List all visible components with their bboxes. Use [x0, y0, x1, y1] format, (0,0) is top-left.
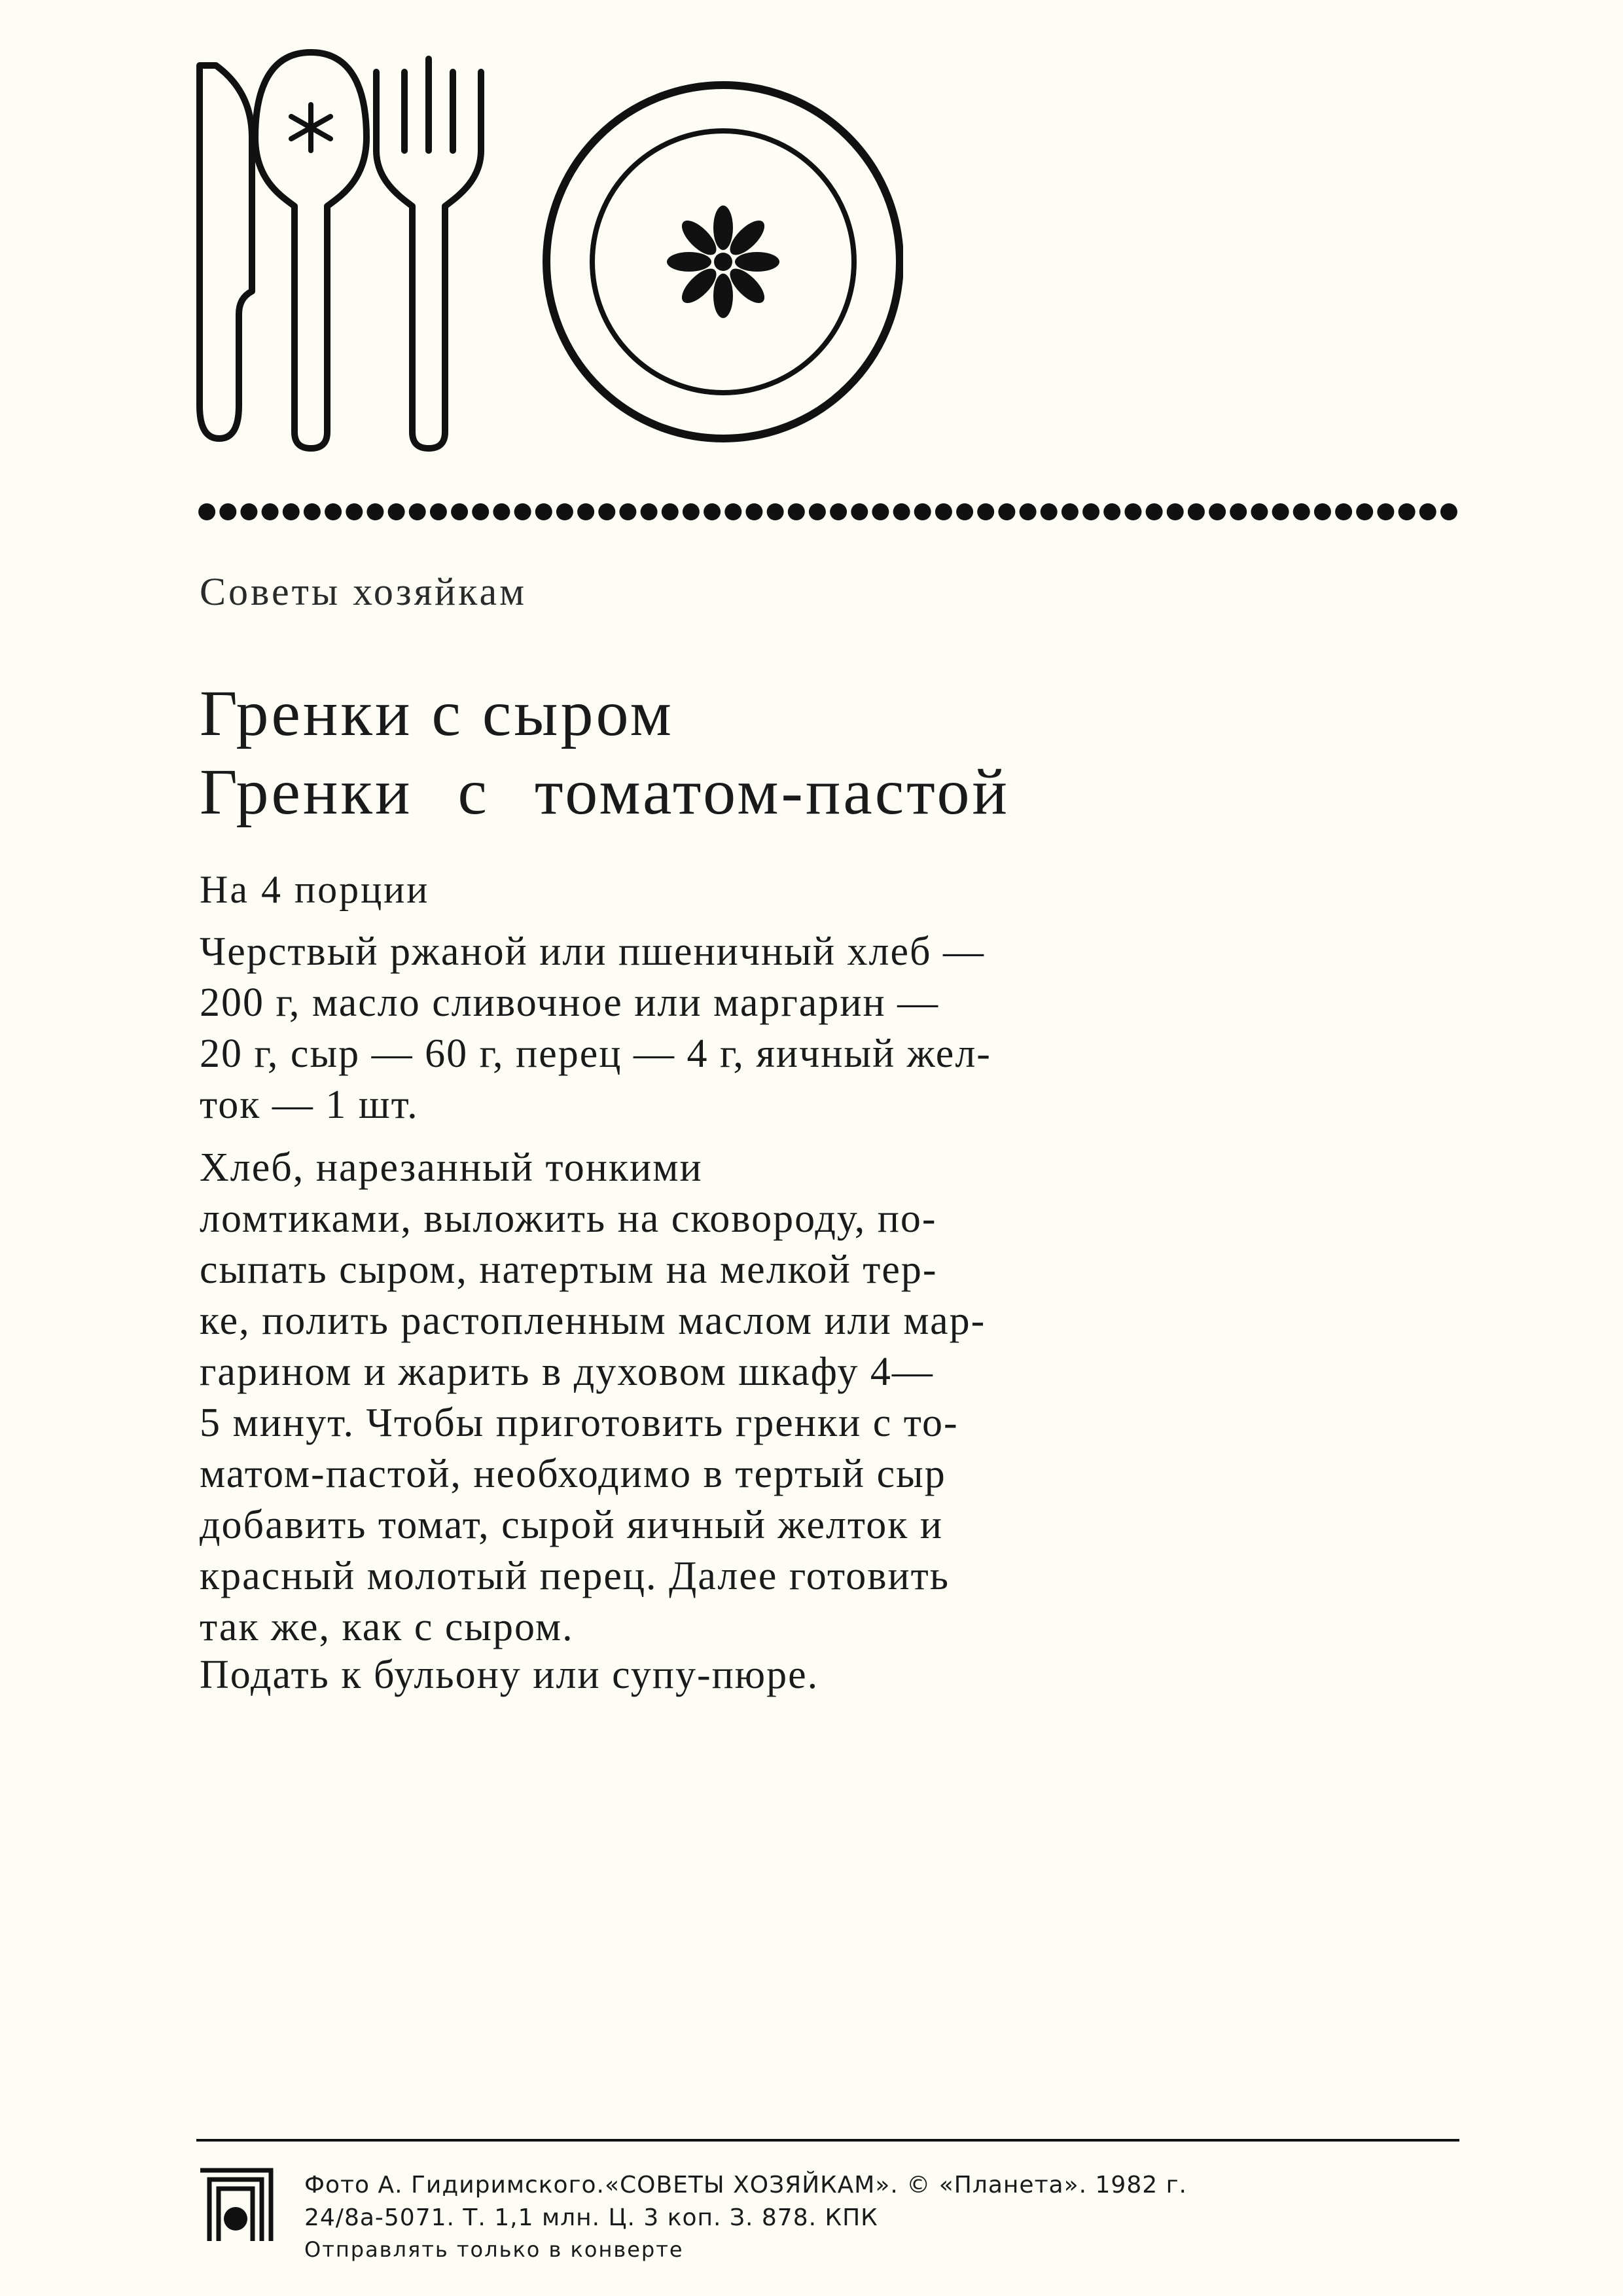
ingredients-line: 200 г, масло сливочное или маргарин — [200, 980, 940, 1025]
divider-dot [851, 503, 868, 520]
divider-dot [430, 503, 447, 520]
divider-dot [683, 503, 700, 520]
divider-dot [1103, 503, 1120, 520]
divider-dot [1041, 503, 1058, 520]
divider-dot [388, 503, 405, 520]
divider-dot [956, 503, 973, 520]
imprint-line: 24/8а-5071. Т. 1,1 млн. Ц. 3 коп. З. 878. КПК [304, 2204, 878, 2231]
divider-dot [198, 503, 215, 520]
divider-dot [745, 503, 762, 520]
divider-dot [1272, 503, 1289, 520]
divider-dot [935, 503, 952, 520]
method-line: ломтиками, выложить на сковороду, по- [200, 1196, 937, 1241]
ingredients-line: 20 г, сыр — 60 г, перец — 4 г, яичный жел- [200, 1031, 991, 1076]
divider-dot [998, 503, 1015, 520]
divider-dot [325, 503, 342, 520]
divider-dot [1399, 503, 1416, 520]
divider-dot [619, 503, 636, 520]
cutlery-plate-icon [190, 39, 903, 458]
ingredients-line: ток — 1 шт. [200, 1083, 419, 1127]
divider-dot [1335, 503, 1352, 520]
divider-dot [472, 503, 489, 520]
divider-dot [788, 503, 805, 520]
divider-dot [283, 503, 300, 520]
divider-dot [451, 503, 468, 520]
divider-dot [1061, 503, 1079, 520]
divider-dot [1440, 503, 1457, 520]
method-line: ке, полить растопленным маслом или мар- [200, 1299, 986, 1343]
method-line: так же, как с сыром. [200, 1605, 574, 1649]
serving-suggestion: Подать к бульону или супу-пюре. [200, 1653, 819, 1697]
divider-dot [1230, 503, 1247, 520]
ingredients-paragraph [200, 926, 1221, 1130]
divider-dot [304, 503, 321, 520]
divider-dot [977, 503, 994, 520]
method-paragraph [200, 1142, 1221, 1653]
divider-dot [893, 503, 910, 520]
divider-dot [1419, 503, 1436, 520]
method-line: красный молотый перец. Далее готовить [200, 1554, 950, 1598]
divider-dot [535, 503, 552, 520]
method-line: добавить томат, сырой яичный желток и [200, 1503, 943, 1547]
divider-dot [556, 503, 573, 520]
divider-dot [767, 503, 784, 520]
publisher-logo-icon [196, 2166, 275, 2245]
divider-dot [598, 503, 615, 520]
divider-dot [1146, 503, 1163, 520]
divider-dot [577, 503, 594, 520]
divider-dot [724, 503, 741, 520]
section-heading: Советы хозяйкам [200, 570, 527, 613]
divider-dot [830, 503, 847, 520]
divider-dot [1167, 503, 1184, 520]
divider-dot [240, 503, 257, 520]
recipe-title-tomato: Гренки с томатом-пастой [200, 755, 1010, 828]
divider-dot [1356, 503, 1373, 520]
servings-text: На 4 порции [200, 868, 430, 911]
divider-dot [346, 503, 363, 520]
divider-dot [1082, 503, 1099, 520]
divider-dot [641, 503, 658, 520]
method-line: сыпать сыром, натертым на мелкой тер- [200, 1247, 938, 1292]
method-line: 5 минут. Чтобы приготовить гренки с то- [200, 1401, 959, 1445]
divider-dot [1209, 503, 1226, 520]
divider-dot [1293, 503, 1310, 520]
divider-dot [262, 503, 279, 520]
imprint-line: Отправлять только в конверте [304, 2237, 684, 2262]
method-line: гарином и жарить в духовом шкафу 4— [200, 1350, 934, 1394]
divider-dot [366, 503, 383, 520]
imprint-line: Фото А. Гидиримского.«СОВЕТЫ ХОЗЯЙКАМ». © «Планета». 1982 г. [304, 2172, 1187, 2198]
divider-dot [514, 503, 531, 520]
divider-dot [1314, 503, 1331, 520]
divider-dot [1124, 503, 1141, 520]
divider-dot [1377, 503, 1394, 520]
divider-dot [872, 503, 889, 520]
divider-dot [493, 503, 510, 520]
method-line: матом-пастой, необходимо в тертый сыр [200, 1452, 946, 1496]
footer-divider [196, 2139, 1459, 2142]
divider-dot [1020, 503, 1037, 520]
divider-dot [662, 503, 679, 520]
divider-dot [219, 503, 236, 520]
divider-dot [704, 503, 721, 520]
divider-dot [1251, 503, 1268, 520]
divider-dot [914, 503, 931, 520]
divider-dot [809, 503, 826, 520]
divider-dot [1188, 503, 1205, 520]
method-line: Хлеб, нарезанный тонкими [200, 1145, 703, 1190]
divider-dot [409, 503, 426, 520]
dot-divider [196, 500, 1459, 524]
ingredients-line: Черствый ржаной или пшеничный хлеб — [200, 929, 986, 974]
recipe-title-cheese: Гренки с сыром [200, 677, 674, 749]
